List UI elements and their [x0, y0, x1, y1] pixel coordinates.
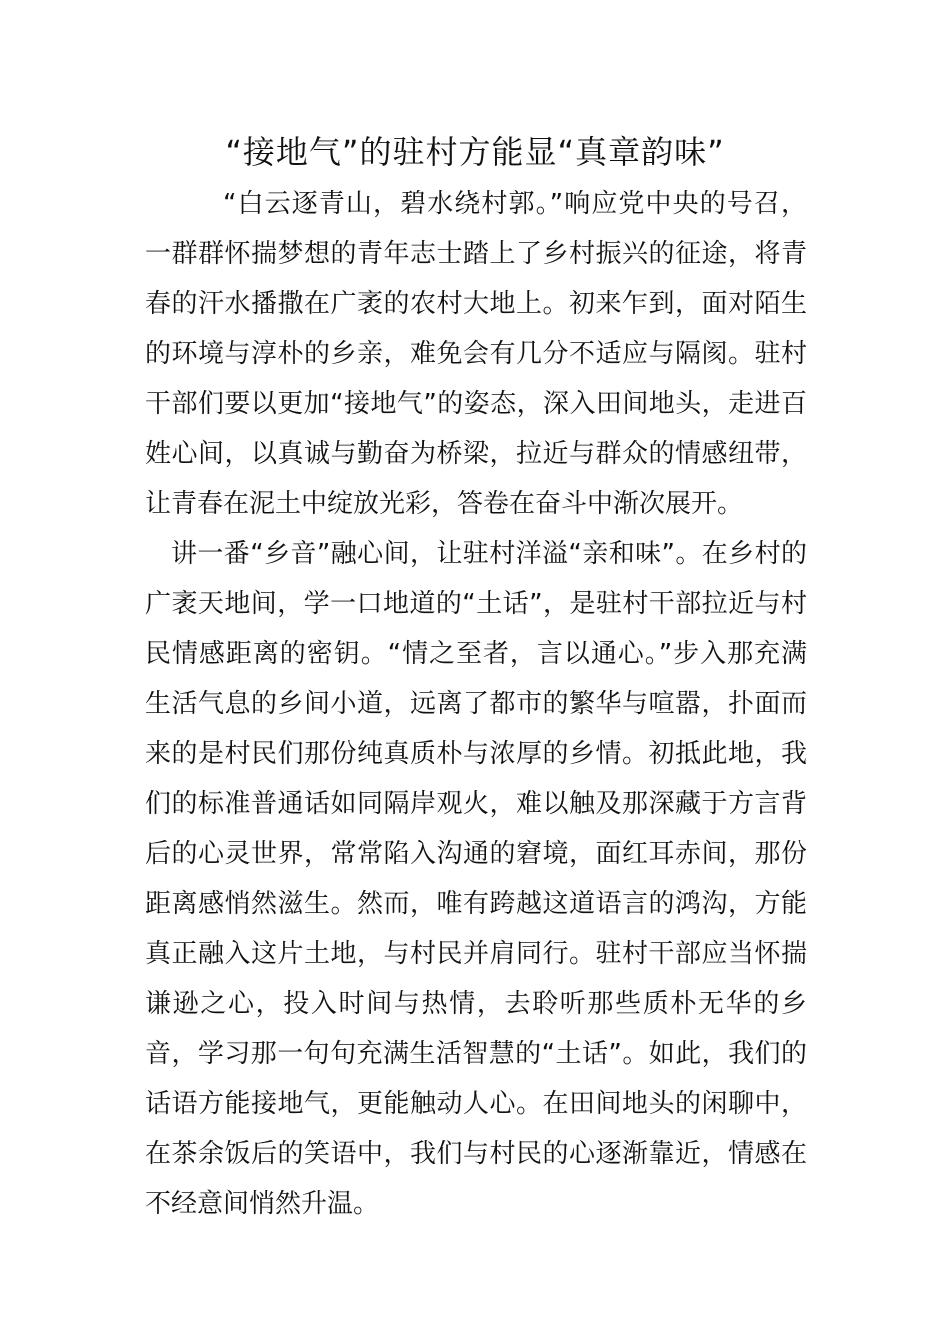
- document-body: [145, 179, 807, 1229]
- paragraph-dialect: 讲一番“乡音”融心间，让驻村洋溢“亲和味”。在乡村的广袤天地间，学一口地道的“土话”，是驻村干部拉近与村民情感距离的密钥。“情之至者，言以通心。”步入那充满生活气息的乡间小道，远离了都市的繁华与喧嚣，扑面而来的是村民们那份纯真质朴与浓厚的乡情。初抵此地，我们的标准普通话如同隔岸观火，难以触及那深藏于方言背后的心灵世界，常常陷入沟通的窘境，面红耳赤间，那份距离感悄然滋生。然而，唯有跨越这道语言的鸿沟，方能真正融入这片土地，与村民并肩同行。驻村干部应当怀揣谦逊之心，投入时间与热情，去聆听那些质朴无华的乡音，学习那一句句充满生活智慧的“土话”。如此，我们的话语方能接地气，更能触动人心。在田间地头的闲聊中，在茶余饭后的笑语中，我们与村民的心逐渐靠近，情感在不经意间悄然升温。: [145, 539, 807, 1219]
- document-title: “接地气”的驻村方能显“真章韵味”: [225, 133, 725, 171]
- paragraph-intro: “白云逐青山，碧水绕村郭。”响应党中央的号召，一群群怀揣梦想的青年志士踏上了乡村振兴的征途，将青春的汗水播撒在广袤的农村大地上。初来乍到，面对陌生的环境与淳朴的乡亲，难免会有几分不适应与隔阂。驻村干部们要以更加“接地气”的姿态，深入田间地头，走进百姓心间，以真诚与勤奋为桥梁，拉近与群众的情感纽带，让青春在泥土中绽放光彩，答卷在奋斗中渐次展开。: [145, 189, 807, 519]
